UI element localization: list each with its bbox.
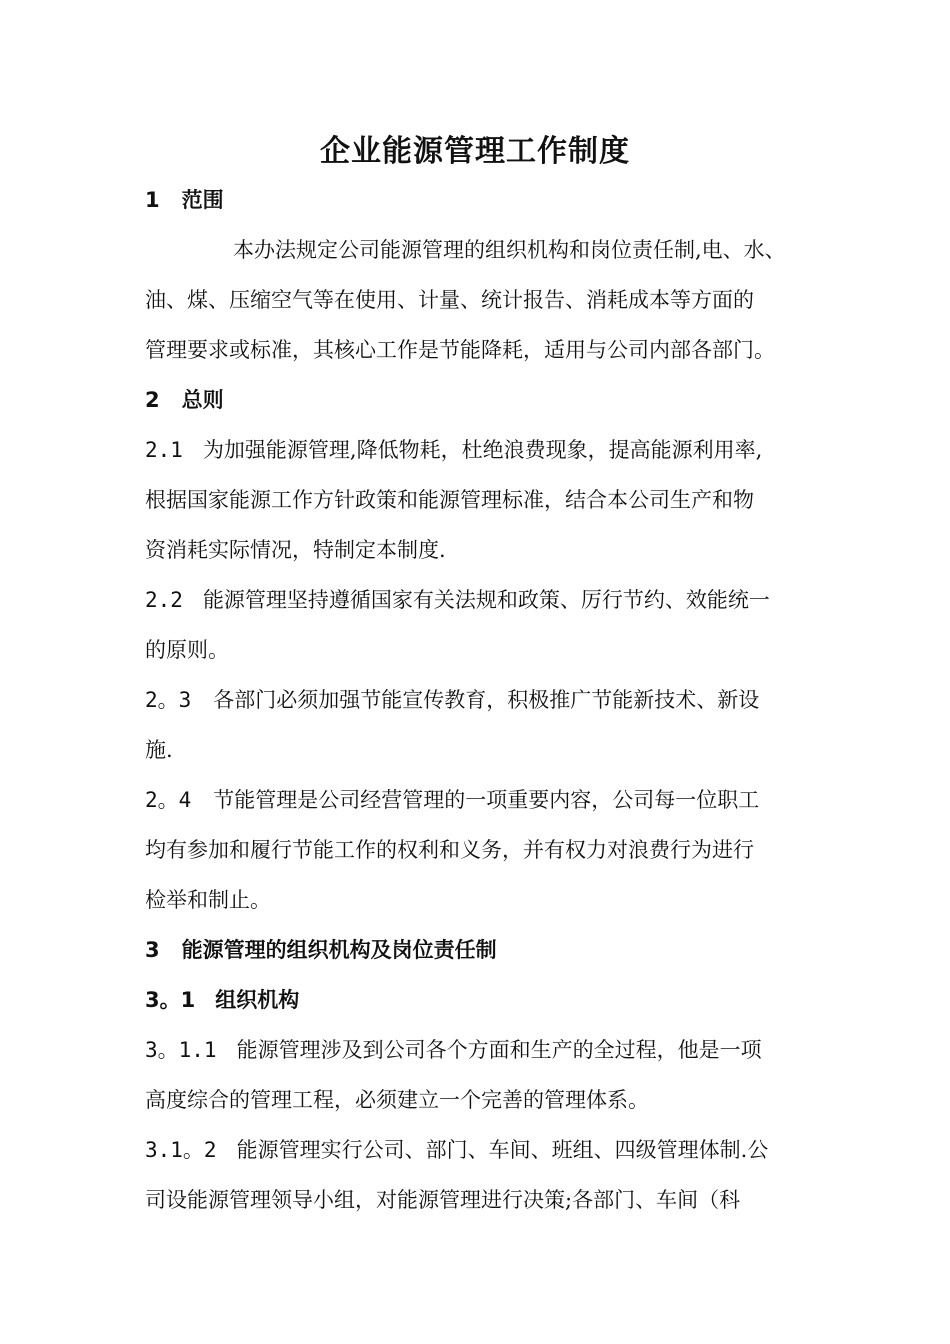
clause-3-1-1-line-1: [145, 1035, 762, 1065]
clause-number: 3.1。2: [145, 1138, 217, 1162]
clause-number: 2。4: [145, 788, 192, 812]
clause-text: 各部门必须加强节能宣传教育，积极推广节能新技术、新设: [213, 688, 760, 712]
clause-text: 能源管理涉及到公司各个方面和生产的全过程，他是一项: [236, 1038, 762, 1062]
paragraph-line: 高度综合的管理工程，必须建立一个完善的管理体系。: [145, 1088, 649, 1112]
clause-2-1-line-1: [145, 435, 762, 465]
paragraph-line: 施.: [145, 738, 173, 762]
section-number: 3: [145, 938, 160, 962]
section-number: 2: [145, 388, 160, 412]
section-number: 1: [145, 188, 160, 212]
paragraph-line: 根据国家能源工作方针政策和能源管理标准，结合本公司生产和物: [145, 488, 754, 512]
subsection-3-1-heading: [145, 985, 299, 1015]
section-3-heading: [145, 935, 497, 965]
paragraph-line: 管理要求或标准，其核心工作是节能降耗，适用与公司内部各部门。: [145, 338, 775, 362]
clause-number: 2.1: [145, 438, 183, 462]
paragraph-line: 油、煤、压缩空气等在使用、计量、统计报告、消耗成本等方面的: [145, 288, 754, 312]
subsection-number: 3。1: [145, 988, 196, 1012]
section-title: 能源管理的组织机构及岗位责任制: [181, 938, 497, 962]
clause-text: 节能管理是公司经营管理的一项重要内容，公司每一位职工: [213, 788, 760, 812]
clause-text: 为加强能源管理,降低物耗，杜绝浪费现象，提高能源利用率,: [202, 438, 763, 462]
paragraph-line: 本办法规定公司能源管理的组织机构和岗位责任制,电、水、: [233, 238, 786, 262]
clause-number: 3。1.1: [145, 1038, 217, 1062]
clause-3-1-2-line-1: [145, 1135, 768, 1165]
clause-number: 2.2: [145, 588, 183, 612]
section-1-heading: [145, 185, 224, 215]
clause-2-4-line-1: [145, 785, 759, 815]
section-2-heading: [145, 385, 224, 415]
subsection-title: 组织机构: [215, 988, 300, 1012]
paragraph-line: 均有参加和履行节能工作的权利和义务，并有权力对浪费行为进行: [145, 838, 754, 862]
clause-text: 能源管理坚持遵循国家有关法规和政策、厉行节约、效能统一: [202, 588, 770, 612]
clause-2-3-line-1: [145, 685, 759, 715]
document-title: 企业能源管理工作制度: [320, 134, 630, 169]
paragraph-line: 检举和制止。: [145, 888, 271, 912]
paragraph-line: 司设能源管理领导小组，对能源管理进行决策;各部门、车间（科: [145, 1188, 741, 1212]
section-title: 范围: [181, 188, 224, 212]
clause-number: 2。3: [145, 688, 192, 712]
paragraph-line: 的原则。: [145, 638, 229, 662]
paragraph-line: 资消耗实际情况，特制定本制度.: [145, 538, 446, 562]
clause-2-2-line-1: [145, 585, 770, 615]
section-title: 总则: [181, 388, 224, 412]
clause-text: 能源管理实行公司、部门、车间、班组、四级管理体制.公: [236, 1138, 769, 1162]
